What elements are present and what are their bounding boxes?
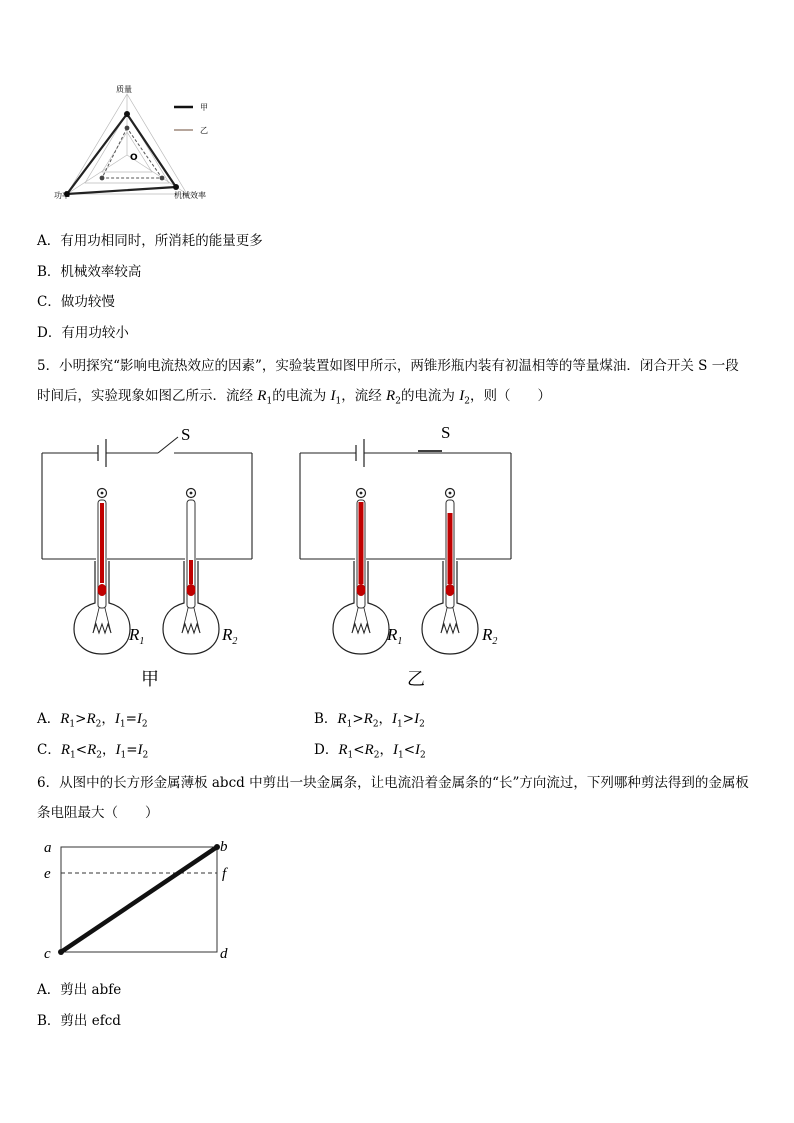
radar-axis xyxy=(67,155,127,194)
q5-stem-text: 时间后，实验现象如图乙所示．流经 xyxy=(37,388,258,404)
q4-option-a: A．有用功相同时，所消耗的能量更多 xyxy=(37,233,263,249)
radar-axis-top-label: 质量 xyxy=(116,85,132,94)
option-relation: = xyxy=(125,711,137,727)
q4-option-b: B．机械效率较高 xyxy=(37,264,142,280)
corner-label-b: b xyxy=(220,839,228,855)
q6-option-a: A．剪出 abfe xyxy=(37,982,122,998)
q6-stem-line1: 6．从图中的长方形金属薄板 abcd 中剪出一块金属条，让电流沿着金属条的“长”方向流过，下列哪种剪法得到的金属板 xyxy=(37,775,749,791)
q5-option-d: D．$R_1<R_2$，$I_1<I_2$ xyxy=(314,742,426,761)
q5-stem-text: ，则（ ） xyxy=(469,388,551,404)
q5-option-c: C．$R_1<R_2$，$I_1=I_2$ xyxy=(37,742,149,761)
label-r2: $R_2$ xyxy=(482,625,498,647)
corner-label-e: e xyxy=(44,866,51,882)
radar-point xyxy=(124,111,130,117)
thermometer-liquid xyxy=(100,503,104,583)
q4-option-c: C．做功较慢 xyxy=(37,294,115,310)
thermometer-bulb xyxy=(357,584,366,596)
option-letter: B． xyxy=(314,711,338,727)
thermometer-liquid xyxy=(189,560,193,584)
option-letter: A． xyxy=(37,711,61,727)
corner-label-f: f xyxy=(222,866,227,882)
option-relation: = xyxy=(126,742,138,758)
thermometer-bulb xyxy=(187,584,196,596)
thermometer-liquid xyxy=(359,502,364,584)
q5-stem-line2: 时间后，实验现象如图乙所示．流经 $R_1$的电流为 $I_1$，流经 $R_2$的电流为 $I_2$，则（ ） xyxy=(37,388,551,407)
option-relation: < xyxy=(75,742,88,758)
corner-label-a: a xyxy=(44,840,52,856)
option-relation: < xyxy=(353,742,365,758)
q5-circuit-figure xyxy=(30,418,540,693)
radar-point xyxy=(125,126,130,131)
radar-axis-right-label: 机械效率 xyxy=(174,191,206,200)
label-r1: $R_1$ xyxy=(129,625,145,647)
radar-point xyxy=(100,176,105,181)
radar-point xyxy=(160,176,165,181)
q5-stem-text: 的电流为 xyxy=(272,388,331,404)
option-relation: > xyxy=(402,711,415,727)
radar-center-label: O xyxy=(130,153,138,163)
q5-stem-text: ，流经 xyxy=(341,388,387,404)
thermometer-liquid xyxy=(448,513,453,584)
corner-point xyxy=(58,949,64,955)
q6-stem-line2: 条电阻最大（ ） xyxy=(37,805,159,821)
thermometer-bulb xyxy=(98,584,107,596)
q6-metal-plate-figure xyxy=(36,834,236,964)
legend-yi-label: 乙 xyxy=(200,126,208,135)
q6-option-b: B．剪出 efcd xyxy=(37,1013,121,1029)
label-r2: $R_2$ xyxy=(222,625,238,647)
radar-figure xyxy=(50,80,230,205)
corner-label-d: d xyxy=(220,946,228,962)
thermometer-bulb xyxy=(446,584,455,596)
corner-label-c: c xyxy=(44,946,51,962)
q5-stem-line1: 5．小明探究“影响电流热效应的因素”，实验装置如图甲所示，两锥形瓶内装有初温相等的等量煤油．闭合开关 S 一段 xyxy=(37,358,739,374)
q5-option-b: B．$R_1>R_2$，$I_1>I_2$ xyxy=(314,711,425,730)
label-r1: $R_1$ xyxy=(387,625,403,647)
legend-jia-label: 甲 xyxy=(200,103,208,112)
switch-s-open xyxy=(158,437,178,453)
option-letter: C． xyxy=(37,742,61,758)
switch-s-label: S xyxy=(441,423,451,442)
option-relation: < xyxy=(403,742,415,758)
q5-stem-text: 的电流为 xyxy=(400,388,460,404)
q4-option-d: D．有用功较小 xyxy=(37,325,129,341)
caption-yi: 乙 xyxy=(407,669,425,690)
option-relation: > xyxy=(75,711,87,727)
option-letter: D． xyxy=(314,742,339,758)
caption-jia: 甲 xyxy=(141,669,159,690)
q5-option-a: A．$R_1>R_2$，$I_1=I_2$ xyxy=(37,711,148,730)
radar-point xyxy=(173,184,179,190)
option-relation: > xyxy=(352,711,364,727)
series-jia-polygon xyxy=(67,114,176,194)
switch-s-label: S xyxy=(181,425,191,444)
radar-axis-left-label: 功率 xyxy=(54,191,70,200)
